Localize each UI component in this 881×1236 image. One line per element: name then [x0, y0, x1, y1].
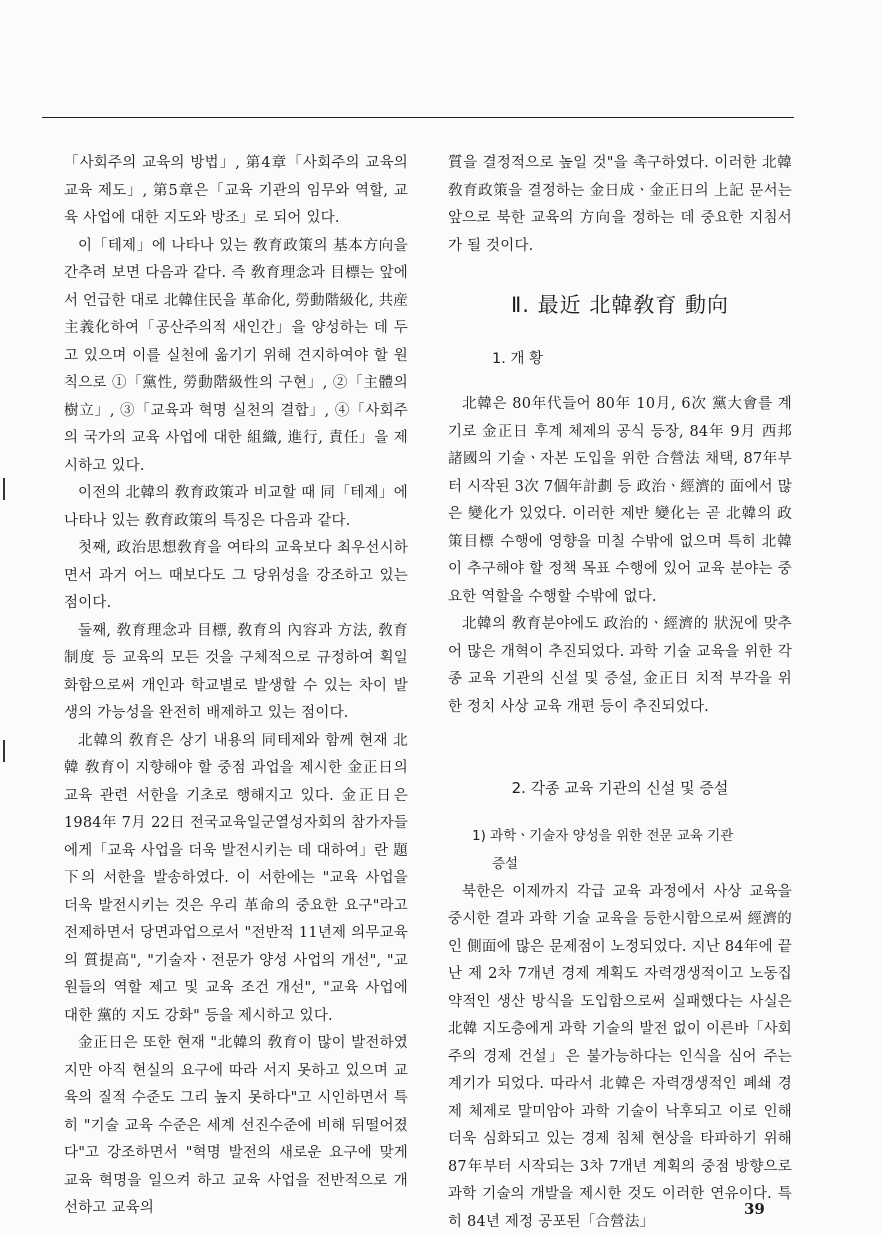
header-rule — [42, 117, 794, 118]
paragraph: 北韓은 80年代들어 80年 10月, 6次 黨大會를 계기로 金正日 후계 체제의 공식 등장, 84年 9月 西邦諸國의 기술ㆍ자본 도입을 위한 合營法 채택, 87年부터 시작된 3次 7個年計劃 등 政治ㆍ經濟的 面에서 많은 變化가 있었다. 이러한 제반 變化는 곧 北韓의 政策目標 수행에 영향을 미칠 수밖에 없으며 특히 北韓이 추구해야 할 정책 목표 수행에 있어 교육 분야는 중요한 역할을 수행할 수밖에 없다. — [448, 391, 792, 611]
paragraph: 이전의 北韓의 敎育政策과 비교할 때 同「테제」에 나타나 있는 敎育政策의 특징은 다음과 같다. — [64, 480, 408, 535]
margin-mark — [3, 478, 5, 500]
paragraph: 質을 결정적으로 높일 것"을 촉구하였다. 이러한 北韓 敎育政策을 결정하는 金日成ㆍ金正日의 上記 문서는 앞으로 북한 교육의 方向을 정하는 데 중요한 지침서가 될 것이다. — [448, 150, 792, 260]
paragraph: 北韓의 敎育은 상기 내용의 同테제와 함께 현재 北韓 敎育이 지향해야 할 중점 과업을 제시한 金正日의 교육 관련 서한을 기초로 행해지고 있다. 金正日은 1984年 7月 22日 전국교육일군열성자회의 참가자들에게「교육 사업을 더욱 발전시키는 데 대하여」란 題下의 서한을 발송하였다. 이 서한에는 "교육 사업을 더욱 발전시키는 것은 우리 革命의 중요한 요구"라고 전제하면서 당면과업으로서 "전반적 11년제 의무교육의 質提高", "기술자ㆍ전문가 양성 사업의 개선", "교원들의 역할 제고 및 교육 조건 개선", "교육 사업에 대한 黨的 지도 강화" 등을 제시하고 있다. — [64, 728, 408, 1031]
paragraph: 첫째, 政治思想敎育을 여타의 교육보다 최우선시하면서 과거 어느 때보다도 그 당위성을 강조하고 있는 점이다. — [64, 535, 408, 618]
subsection-title: 2. 각종 교육 기관의 신설 및 증설 — [448, 775, 792, 803]
paragraph: 이「테제」에 나타나 있는 敎育政策의 基本方向을 간추려 보면 다음과 같다. 즉 敎育理念과 目標는 앞에서 언급한 대로 北韓住民을 革命化, 勞動階級化, 共産主義化하여「공산주의적 새인간」을 양성하는 데 두고 있으며 이를 실천에 옮기기 위해 견지하여야 할 원칙으로 ①「黨性, 勞動階級性의 구현」, ②「主體의 樹立」, ③「교육과 혁명 실천의 결합」, ④「사회주의 국가의 교육 사업에 대한 組織, 進行, 責任」을 제시하고 있다. — [64, 233, 408, 481]
subsection-title: 1. 개 황 — [492, 346, 792, 374]
section-title: Ⅱ. 最近 北韓敎育 動向 — [448, 292, 792, 320]
margin-mark — [3, 740, 5, 762]
paragraph: 「사회주의 교육의 방법」, 第4章「사회주의 교육의 교육 제도」, 第5章은「교육 기관의 임무와 역할, 교육 사업에 대한 지도와 방조」로 되어 있다. — [64, 150, 408, 233]
paragraph: 金正日은 또한 현재 "北韓의 敎育이 많이 발전하였지만 아직 현실의 요구에 따라 서지 못하고 있으며 교육의 질적 수준도 그리 높지 못하다"고 시인하면서 특히 "기술 교육 수준은 세계 선진수준에 비해 뒤떨어졌다"고 강조하면서 "혁명 발전의 새로운 요구에 맞게 교육 혁명을 일으켜 하고 교육 사업을 전반적으로 개선하고 교육의 — [64, 1030, 408, 1223]
paragraph: 둘째, 敎育理念과 目標, 敎育의 內容과 方法, 敎育制度 등 교육의 모든 것을 구체적으로 규정하여 획일화함으로써 개인과 학교별로 발생할 수 있는 차이 발생의 가능성을 완전히 배제하고 있는 점이다. — [64, 618, 408, 728]
paragraph: 북한은 이제까지 각급 교육 과정에서 사상 교육을 중시한 결과 과학 기술 교육을 등한시함으로써 經濟的인 側面에 많은 문제점이 노정되었다. 지난 84年에 끝난 제 2차 7개년 경제 계획도 자력갱생적이고 노동집약적인 생산 방식을 도입함으로써 실패했다는 사실은 北韓 지도층에게 과학 기술의 발전 없이 이른바「사회주의 경제 건설」은 불가능하다는 인식을 심어 주는 계기가 되었다. 따라서 北韓은 자력갱생적인 폐쇄 경제 체제로 말미암아 과학 기술이 낙후되고 이로 인해 더욱 심화되고 있는 경제 침체 현상을 타파하기 위해 87年부터 시작되는 3차 7개년 계획의 중점 방향으로 과학 기술의 개발을 제시한 것도 이러한 연유이다. 특히 84년 제정 공포된「合營法」 — [448, 879, 792, 1236]
subsection-item-title-cont: 증설 — [492, 851, 792, 877]
page-number: 39 — [744, 1200, 765, 1218]
left-column — [64, 150, 408, 1223]
right-column — [448, 150, 792, 1236]
paragraph: 北韓의 敎育분야에도 政治的ㆍ經濟的 狀況에 맞추어 많은 개혁이 추진되었다. 과학 기술 교육을 위한 각종 교육 기관의 신설 및 증설, 金正日 치적 부각을 위한 정치 사상 교육 개편 등이 추진되었다. — [448, 611, 792, 721]
subsection-item-title: 1) 과학ㆍ기술자 양성을 위한 전문 교육 기관 — [472, 823, 792, 849]
